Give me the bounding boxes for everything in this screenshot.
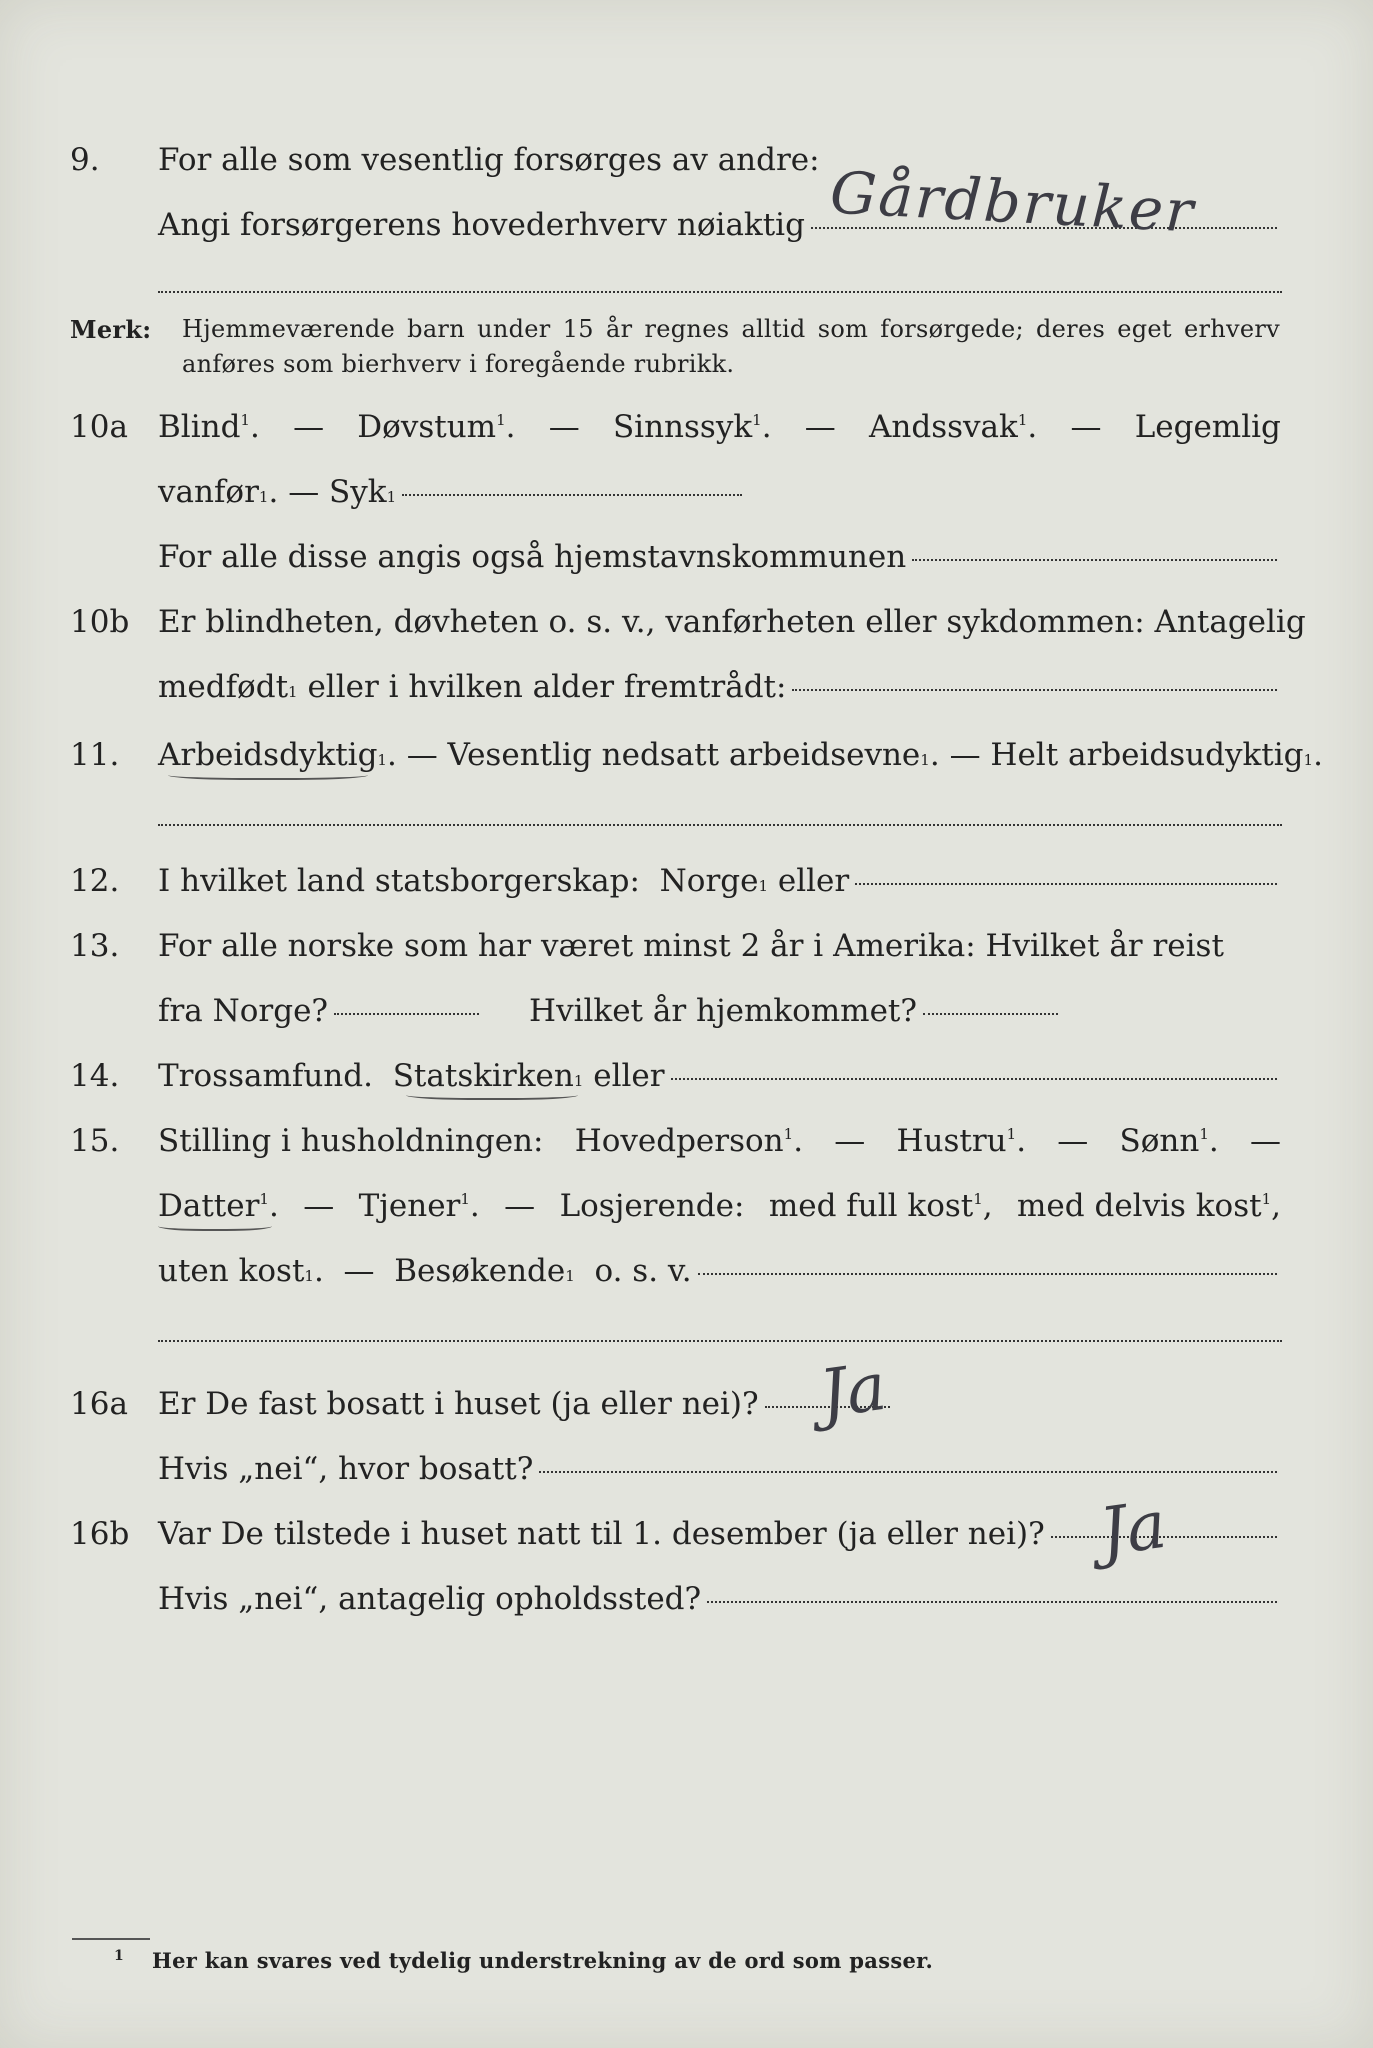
q15-line3: uten kost 1 . — Besøkende 1 o. s. v. (0, 1246, 1373, 1296)
q15-number: 15. (70, 1123, 120, 1159)
q10b-line2: medfødt 1 eller i hvilken alder fremtrådt: (0, 662, 1373, 712)
q13-line1 (0, 921, 1373, 971)
dash: — (1249, 1123, 1281, 1159)
sup-mark: 1 (496, 411, 506, 429)
option-arbeidsdyktig[interactable]: Arbeidsdyktig (158, 737, 378, 773)
option-arbeidsudyktig[interactable]: Helt arbeidsudyktig (990, 737, 1304, 773)
dash: — (548, 409, 580, 445)
merk-label: Merk: (70, 315, 152, 344)
q12-eller: eller (777, 863, 850, 899)
sup-mark: 1 (240, 411, 250, 429)
option-sonn[interactable]: Sønn (1119, 1123, 1200, 1159)
q16b-prompt: Var De tilstede i huset natt til 1. desember (ja eller nei)? (158, 1516, 1045, 1552)
q16a-line2 (0, 1444, 1373, 1494)
q16a-handwritten-answer: Ja (814, 1347, 891, 1434)
merk-note (70, 312, 1280, 382)
q13-line2 (0, 986, 1373, 1036)
q16a-line1 (0, 1379, 1373, 1429)
option-medfodt[interactable]: medfødt (158, 669, 289, 705)
sup-mark: 1 (460, 1190, 470, 1208)
sup-mark: 1 (752, 411, 762, 429)
q13-hjemkommet-prompt: Hvilket år hjemkommet? (529, 993, 918, 1029)
q15-handwritten-underline (158, 1219, 272, 1231)
dash: — (1057, 1123, 1089, 1159)
q10b-alder-prompt: eller i hvilken alder fremtrådt: (307, 669, 787, 705)
q16b-opholdssted-prompt: Hvis „nei“, antagelig opholdssted? (158, 1581, 702, 1617)
sup-mark: 1 (1261, 1190, 1272, 1208)
q10b-alder-field[interactable] (792, 688, 1277, 691)
dash: — (406, 737, 438, 773)
q12-line: 12. I hvilket land statsborgerskap: Norge 1 eller (0, 856, 1373, 906)
q16b-number: 16b (70, 1516, 130, 1552)
dash: — (834, 1123, 866, 1159)
option-sinnssyk[interactable]: Sinnssyk (612, 409, 753, 445)
footnote-rule (72, 1938, 150, 1940)
q14-field[interactable] (671, 1077, 1277, 1080)
option-syk[interactable]: Syk (329, 474, 387, 510)
dash: — (504, 1188, 536, 1224)
q14-line: 14. Trossamfund. Statskirken 1 eller (0, 1051, 1373, 1101)
option-full-kost[interactable]: med full kost (768, 1188, 974, 1224)
q16b-line2 (0, 1574, 1373, 1624)
option-hustru[interactable]: Hustru (896, 1123, 1007, 1159)
sup-mark: 1 (1199, 1125, 1209, 1143)
q10a-line1: 10a Blind$^1$. — Døvstum$^1$. — Sinnssyk$^1$. — Andssvak$^1$. — Legemlig (0, 402, 1373, 452)
q16a-bosatt-prompt: Hvis „nei“, hvor bosatt? (158, 1451, 534, 1487)
merk-text: Hjemmeværende barn under 15 år regnes alltid som forsørgede; deres eget erhverv anføres som bierhverv i foregående rubrikk. (182, 315, 1280, 378)
footnote-text: Her kan svares ved tydelig understrekning av de ord som passer. (152, 1948, 934, 1973)
dash: — (293, 409, 325, 445)
q10a-syk-field[interactable] (402, 493, 742, 496)
q10a-hjemstavn-field[interactable] (912, 558, 1277, 561)
q15-osv: o. s. v. (594, 1253, 692, 1289)
q9-separator (158, 291, 1282, 293)
option-hovedperson[interactable]: Hovedperson (574, 1123, 784, 1159)
option-norge[interactable]: Norge (659, 863, 759, 899)
option-besokende[interactable]: Besøkende (394, 1253, 566, 1289)
q14-eller: eller (593, 1058, 665, 1094)
q9-prompt: Angi forsørgerens hovederhverv nøiaktig (158, 207, 805, 243)
dash: — (804, 409, 836, 445)
q11-line: 11. Arbeidsdyktig 1 . — Vesentlig nedsatt arbeidsevne 1 . — Helt arbeidsudyktig 1 . (0, 730, 1373, 780)
q15-prompt: Stilling i husholdningen: (158, 1123, 544, 1159)
q9-number: 9. (70, 142, 100, 178)
q9-text: For alle som vesentlig forsørges av andre: (158, 142, 820, 178)
q14-handwritten-underline (406, 1088, 578, 1100)
q14-number: 14. (70, 1058, 120, 1094)
q14-text: Trossamfund. (158, 1058, 373, 1094)
q16b-handwritten-answer: Ja (1094, 1485, 1171, 1572)
q10a-line2: vanfør 1 . — Syk 1 (0, 467, 1373, 517)
q13-hjemkommet-field[interactable] (923, 1012, 1058, 1015)
q10b-text: Er blindheten, døvheten o. s. v., vanførheten eller sykdommen: Antagelig (158, 604, 1306, 640)
option-losjerende[interactable]: Losjerende: (559, 1188, 745, 1224)
q16a-number: 16a (70, 1386, 128, 1422)
option-andssvak[interactable]: Andssvak (869, 409, 1018, 445)
q11-separator (158, 824, 1282, 826)
q15-line2: Datter$^1$. — Tjener$^1$. — Losjerende: med full kost$^1$, med delvis kost$^1$, (0, 1181, 1373, 1231)
q9-handwritten-answer: Gårdbruker (828, 158, 1197, 246)
sup-mark: 1 (1006, 1125, 1017, 1143)
q12-field[interactable] (855, 882, 1277, 885)
option-tjener[interactable]: Tjener (358, 1188, 461, 1224)
option-delvis-kost[interactable]: med delvis kost (1017, 1188, 1262, 1224)
sup-mark: 1 (973, 1190, 983, 1208)
option-uten-kost[interactable]: uten kost (158, 1253, 305, 1289)
q15-line1: 15. Stilling i husholdningen: Hovedperson$^1$. — Hustru$^1$. — Sønn$^1$. — (0, 1116, 1373, 1166)
q12-text: I hvilket land statsborgerskap: (158, 863, 640, 899)
option-blind[interactable]: Blind (158, 409, 241, 445)
q13-text: For alle norske som har været minst 2 år i Amerika: Hvilket år reist (158, 928, 1224, 964)
sup-mark: 1 (1017, 411, 1028, 429)
q16b-opholdssted-field[interactable] (707, 1600, 1277, 1603)
q15-separator (158, 1340, 1282, 1342)
dash: — (949, 737, 981, 773)
q12-number: 12. (70, 863, 120, 899)
option-nedsatt-arbeidsevne[interactable]: Vesentlig nedsatt arbeidsevne (447, 737, 921, 773)
q13-reist-prompt: fra Norge? (158, 993, 329, 1029)
option-statskirken[interactable]: Statskirken (392, 1058, 574, 1094)
q11-number: 11. (70, 737, 120, 773)
q10b-line1 (0, 597, 1373, 647)
dash: — (288, 474, 320, 510)
q13-reist-field[interactable] (334, 1012, 479, 1015)
footnote-mark: 1 (114, 1948, 125, 1964)
q10a-number: 10a (70, 409, 128, 445)
q13-number: 13. (70, 928, 120, 964)
dash: — (303, 1188, 335, 1224)
option-dovstum[interactable]: Døvstum (357, 409, 497, 445)
dash: — (1070, 409, 1102, 445)
option-datter[interactable]: Datter (158, 1188, 260, 1224)
q16a-bosatt-field[interactable] (539, 1470, 1277, 1473)
dash: — (343, 1253, 375, 1289)
footnote (114, 1948, 934, 1973)
q10a-hjemstavn-prompt: For alle disse angis også hjemstavnskommunen (158, 539, 907, 575)
q10a-line3 (0, 532, 1373, 582)
q11-handwritten-underline (168, 768, 368, 780)
option-vanfor[interactable]: vanfør (158, 474, 259, 510)
option-legemlig[interactable]: Legemlig (1134, 409, 1281, 445)
sup-mark: 1 (259, 1190, 269, 1208)
q16a-prompt: Er De fast bosatt i huset (ja eller nei)? (158, 1386, 759, 1422)
q10b-number: 10b (70, 604, 130, 640)
q15-field[interactable] (698, 1272, 1277, 1275)
sup-mark: 1 (783, 1125, 794, 1143)
